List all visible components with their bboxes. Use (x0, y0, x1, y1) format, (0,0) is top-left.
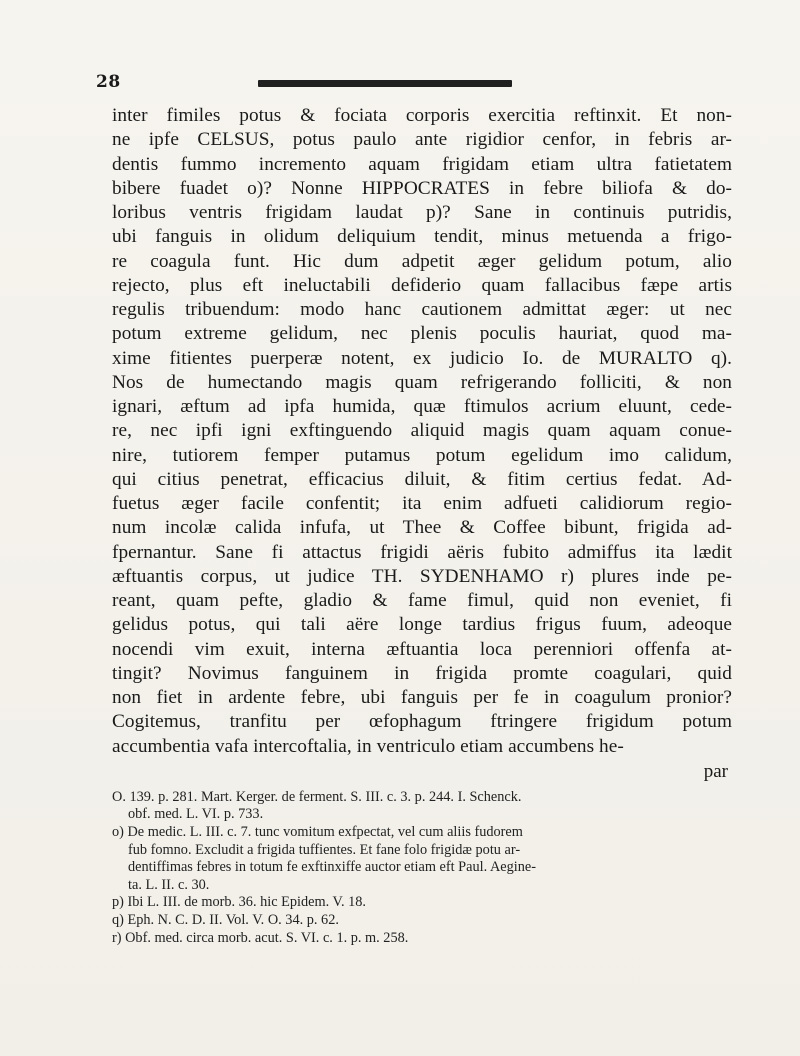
header-rule (258, 80, 512, 87)
footnote-line: fub fomno. Excludit a frigida tuffientes. Et fane folo frigidæ potu ar- (128, 841, 521, 858)
text-line: fpernantur. Sane fi attactus frigidi aëris fubito admiffus ita lædit (112, 541, 732, 563)
footnote-line: dentiffimas febres in totum fe exftinxiffe auctor etiam eft Paul. Aegine- (128, 859, 536, 876)
text-line: re, nec ipfi igni exftinguendo aliquid magis quam aquam conue- (112, 420, 732, 442)
text-line: num incolæ calida infufa, ut Thee & Coffee bibunt, frigida ad- (112, 517, 732, 539)
text-line: tingit? Novimus fanguinem in frigida promte coagulari, quid (112, 662, 732, 684)
text-line: xime fitientes puerperæ notent, ex judicio Io. de MURALTO q). (112, 347, 732, 369)
footnote-line: r) Obf. med. circa morb. acut. S. VI. c. 1. p. m. 258. (112, 929, 409, 946)
text-line: nire, tutiorem femper putamus potum egelidum imo calidum, (112, 444, 732, 466)
text-line: Cogitemus, tranfitu per œfophagum ftringere frigidum potum (112, 711, 732, 733)
text-line: ubi fanguis in olidum deliquium tendit, minus metuenda a frigo- (112, 226, 732, 248)
catchword: par (703, 760, 728, 782)
text-line: nocendi vim exuit, interna æftuantia loca perenniori offenfa at- (112, 638, 732, 660)
text-line: potum extreme gelidum, nec plenis poculis hauriat, quod ma- (112, 323, 732, 345)
page-number: 28 (96, 72, 121, 92)
text-line: bibere fuadet o)? Nonne HIPPOCRATES in febre biliofa & do- (112, 177, 732, 199)
text-line: fuetus æger facile confentit; ita enim adfueti calidiorum regio- (112, 493, 732, 514)
text-line: loribus ventris frigidam laudat p)? Sane in continuis putridis, (112, 202, 732, 223)
text-line: dentis fummo incremento aquam frigidam etiam ultra fatietatem (112, 153, 732, 175)
footnote-line: p) Ibi L. III. de morb. 36. hic Epidem. V. 18. (112, 894, 366, 911)
text-line: ignari, æftum ad ipfa humida, quæ ftimulos acrium eluunt, cede- (112, 396, 732, 417)
footnote-line: ta. L. II. c. 30. (128, 876, 210, 893)
footnote-line: O. 139. p. 281. Mart. Kerger. de ferment. S. III. c. 3. p. 244. I. Schenck. (112, 788, 522, 805)
footnote-line: o) De medic. L. III. c. 7. tunc vomitum exfpectat, vel cum aliis fudorem (112, 823, 523, 840)
text-line: ne ipfe CELSUS, potus paulo ante rigidior cenfor, in febris ar- (112, 129, 732, 151)
text-line: Nos de humectando magis quam refrigerando folliciti, & non (112, 371, 732, 393)
footnote-line: q) Eph. N. C. D. II. Vol. V. O. 34. p. 62. (112, 911, 339, 928)
text-line: re coagula funt. Hic dum adpetit æger gelidum potum, alio (112, 250, 732, 272)
text-line: inter fimiles potus & fociata corporis exercitia reftinxit. Et non- (112, 105, 732, 126)
text-line: rejecto, plus eft ineluctabili defiderio quam fallacibus fæpe artis (112, 274, 732, 296)
text-line: reant, quam pefte, gladio & fame fimul, quid non eveniet, fi (112, 590, 732, 611)
text-line: non fiet in ardente febre, ubi fanguis per fe in coagulum pronior? (112, 687, 732, 708)
text-line: gelidus potus, qui tali aëre longe tardius frigus fuum, adeoque (112, 614, 732, 636)
text-line: æftuantis corpus, ut judice TH. SYDENHAMO r) plures inde pe- (112, 565, 732, 587)
footnote-line: obf. med. L. VI. p. 733. (128, 806, 264, 823)
text-line: qui citius penetrat, efficacius diluit, & fitim certius fedat. Ad- (112, 468, 732, 490)
text-line: regulis tribuendum: modo hanc cautionem admittat æger: ut nec (112, 299, 732, 320)
text-line: accumbentia vafa intercoftalia, in ventriculo etiam accumbens he- (112, 735, 624, 757)
body-text (112, 104, 732, 759)
